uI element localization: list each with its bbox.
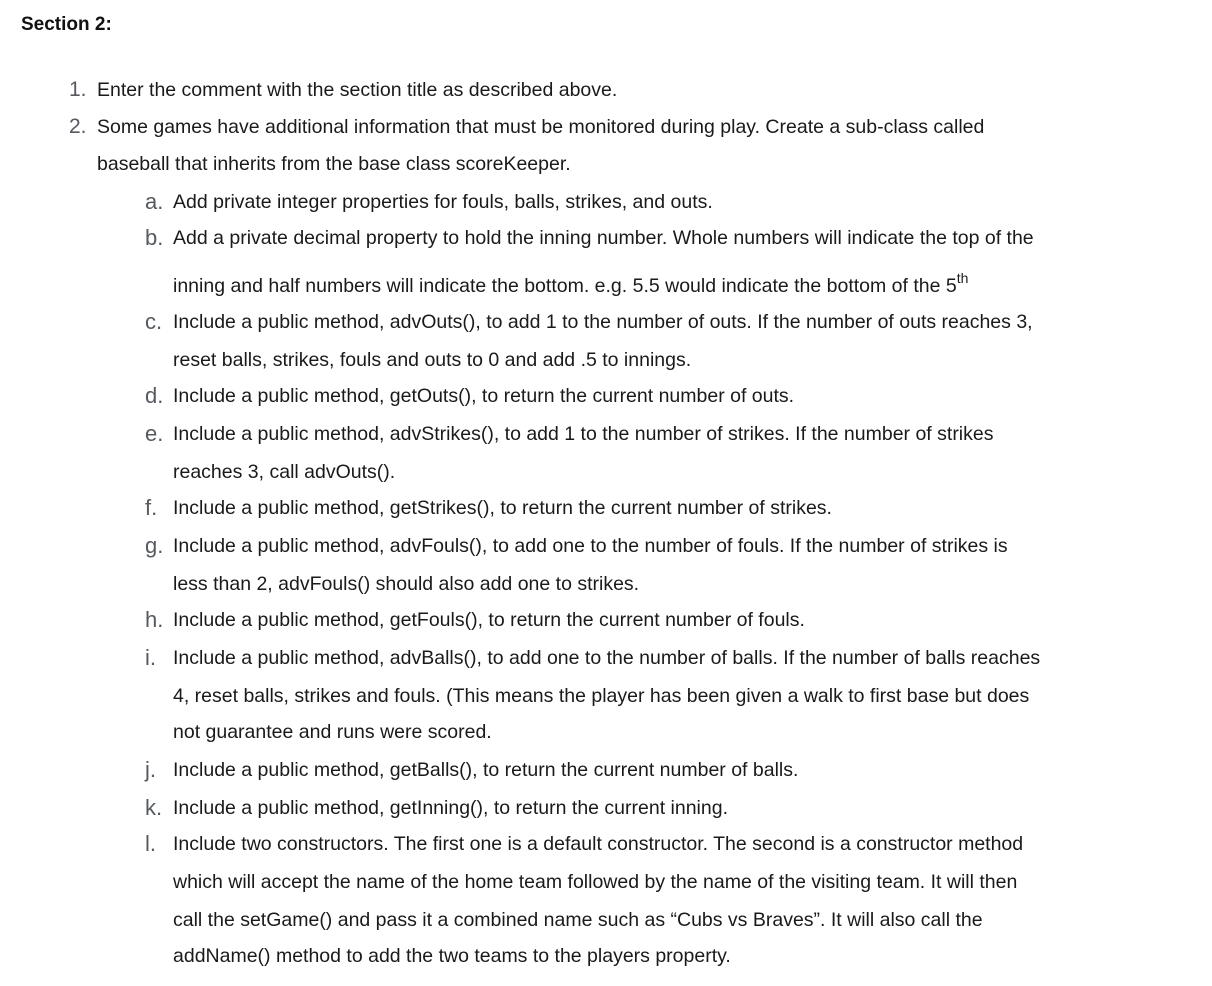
line-text: Include a public method, getStrikes(), to return the current number of strikes.	[173, 497, 832, 519]
list-marker: l.	[145, 831, 156, 856]
line-text: baseball that inherits from the base class scoreKeeper.	[97, 153, 571, 175]
line-text: Include a public method, advFouls(), to add one to the number of fouls. If the number of strikes is	[173, 535, 1008, 557]
list-item-text	[173, 496, 832, 520]
list-item-text	[173, 684, 1029, 708]
list-item-text	[173, 646, 1040, 670]
line-text: Include a public method, advStrikes(), to add 1 to the number of strikes. If the number of strikes	[173, 423, 994, 445]
list-marker: h.	[145, 607, 164, 632]
line-text: Add a private decimal property to hold the inning number. Whole numbers will indicate the top of the	[173, 227, 1034, 249]
list-marker: c.	[145, 309, 163, 334]
list-item-text	[173, 384, 794, 408]
line-text: Include a public method, getFouls(), to return the current number of fouls.	[173, 609, 805, 631]
line-text: Include a public method, getOuts(), to return the current number of outs.	[173, 385, 795, 407]
line-text: less than 2, advFouls() should also add one to strikes.	[173, 573, 640, 595]
list-marker: d.	[145, 383, 164, 408]
section-title: Section 2:	[21, 14, 112, 35]
line-text: reaches 3, call advOuts().	[173, 461, 396, 483]
line-text: Include a public method, advOuts(), to add 1 to the number of outs. If the number of outs reaches 3,	[173, 311, 1033, 333]
list-item-text	[173, 608, 805, 632]
list-item-text	[173, 422, 994, 446]
list-item-text	[173, 720, 492, 744]
line-text: Add private integer properties for fouls, balls, strikes, and outs.	[173, 191, 713, 213]
line-text: inning and half numbers will indicate the bottom. e.g. 5.5 would indicate the bottom of the 5	[173, 275, 957, 297]
list-item-text	[173, 796, 728, 820]
list-item-text	[173, 832, 1023, 856]
line-text: Include two constructors. The first one is a default constructor. The second is a constructor method	[173, 833, 1024, 855]
list-item-text	[173, 269, 969, 298]
list-item-text	[173, 870, 1017, 894]
list-item-text	[97, 152, 571, 176]
list-item-text	[173, 460, 395, 484]
list-marker: g.	[145, 533, 164, 558]
line-text: not guarantee and runs were scored.	[173, 721, 492, 743]
ordinal-superscript: th	[956, 269, 969, 286]
list-item-text	[97, 115, 984, 139]
list-marker: i.	[145, 645, 156, 670]
line-text: which will accept the name of the home team followed by the name of the visiting team. It will then	[173, 871, 1018, 893]
list-marker: a.	[145, 189, 164, 214]
line-text: addName() method to add the two teams to the players property.	[173, 945, 731, 967]
line-text: reset balls, strikes, fouls and outs to 0 and add .5 to innings.	[173, 349, 692, 371]
line-text: call the setGame() and pass it a combined name such as “Cubs vs Braves”. It will also call the	[173, 909, 983, 931]
list-marker: f.	[145, 495, 158, 520]
list-item-text	[173, 944, 731, 968]
line-text: 4, reset balls, strikes and fouls. (This means the player has been given a walk to first base but does	[173, 685, 1030, 707]
line-text: Include a public method, getInning(), to return the current inning.	[173, 797, 728, 819]
list-item-text	[173, 226, 1034, 250]
list-item-text	[173, 534, 1008, 558]
line-text: Include a public method, getBalls(), to return the current number of balls.	[173, 759, 799, 781]
list-item-text	[173, 348, 691, 372]
line-text: Enter the comment with the section title as described above.	[97, 79, 618, 101]
list-item-text	[173, 758, 798, 782]
line-text: Include a public method, advBalls(), to add one to the number of balls. If the number of balls reaches	[173, 647, 1041, 669]
list-item-text	[173, 572, 639, 596]
list-marker: 2.	[69, 115, 87, 138]
list-item-text	[97, 78, 617, 102]
list-marker: 1.	[69, 78, 87, 101]
list-marker: j.	[145, 757, 156, 782]
line-text: Some games have additional information that must be monitored during play. Create a sub-class called	[97, 116, 985, 138]
list-marker: k.	[145, 795, 163, 820]
list-item-text	[173, 310, 1033, 334]
list-marker: b.	[145, 225, 164, 250]
list-item-text	[173, 908, 983, 932]
list-item-text	[173, 190, 713, 214]
list-marker: e.	[145, 421, 164, 446]
